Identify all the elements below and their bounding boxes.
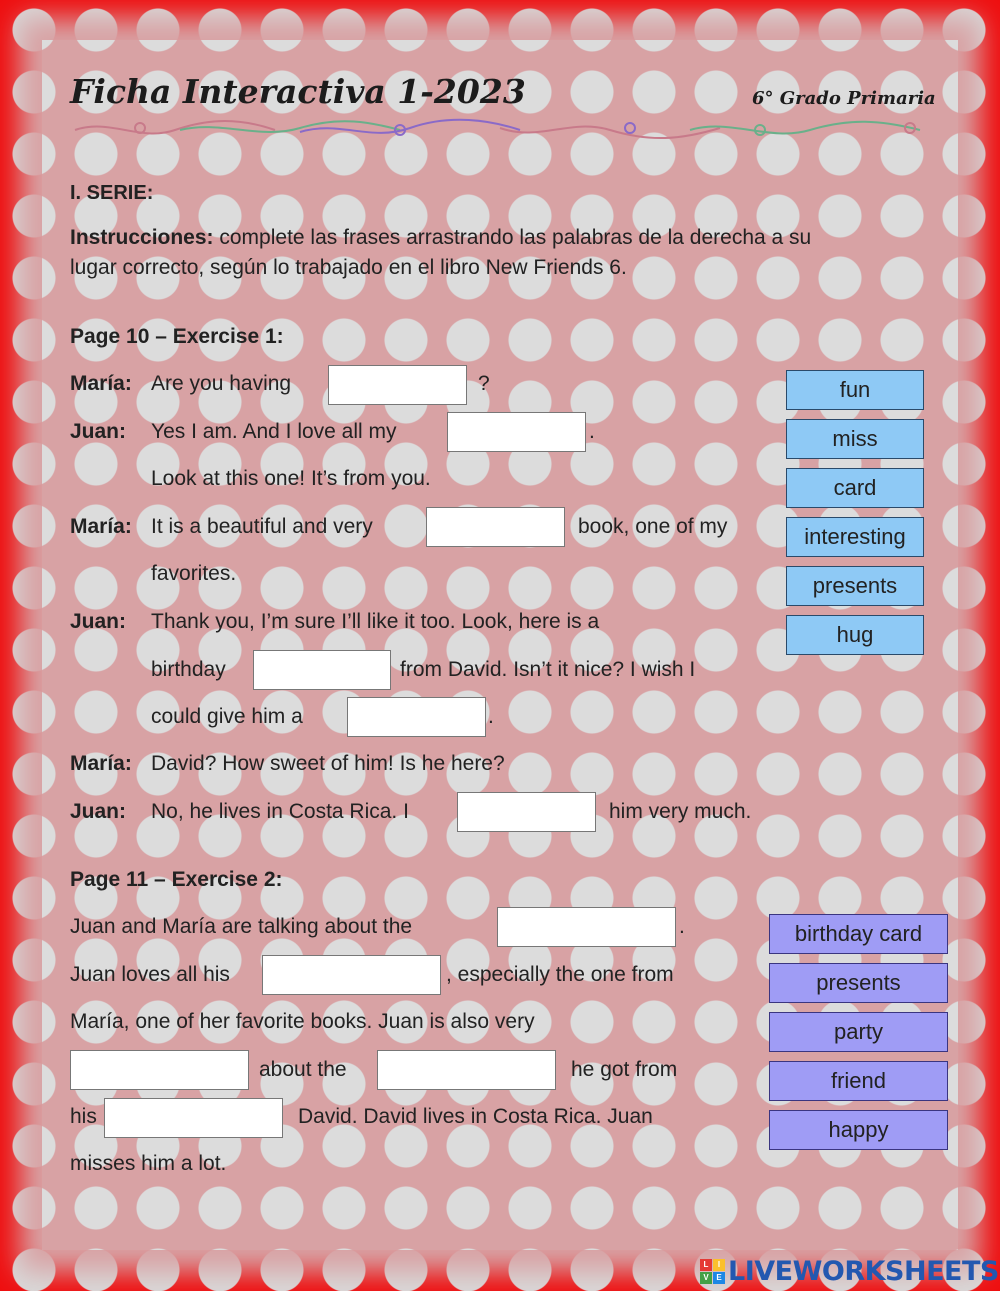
answer-blank[interactable] (377, 1050, 556, 1090)
answer-blank[interactable] (70, 1050, 249, 1090)
dialogue-text: favorites. (151, 562, 237, 585)
paragraph-text: , especially the one from (446, 963, 674, 986)
logo-text: LIVEWORKSHEETS (728, 1255, 999, 1287)
word-chip-presents[interactable]: presents (786, 566, 924, 606)
speaker-label: María: (70, 515, 132, 538)
speaker-label: Juan: (70, 420, 127, 443)
logo-letter: V (700, 1272, 712, 1284)
paragraph-text: Juan loves all his (70, 963, 230, 986)
answer-blank[interactable] (457, 792, 596, 832)
decorative-flourish (70, 116, 925, 144)
dialogue-text: could give him a (151, 705, 303, 728)
speaker-label: Juan: (70, 610, 127, 633)
instructions-line-1 (70, 226, 811, 250)
instructions-text-1: complete las frases arrastrando las palabras de la derecha a su (213, 226, 812, 249)
dialogue-text: Thank you, I’m sure I’ll like it too. Look, here is a (151, 610, 600, 633)
speaker-label: María: (70, 372, 132, 395)
answer-blank[interactable] (497, 907, 676, 947)
instructions-label: Instrucciones: (70, 226, 214, 249)
paragraph-text: María, one of her favorite books. Juan is also very (70, 1010, 535, 1033)
word-chip-card[interactable]: card (786, 468, 924, 508)
logo-letter: E (713, 1272, 725, 1284)
dialogue-text: Look at this one! It’s from you. (151, 467, 431, 490)
dialogue-text: It is a beautiful and very (151, 515, 373, 538)
paragraph-text: about the (259, 1058, 347, 1081)
word-chip-friend[interactable]: friend (769, 1061, 948, 1101)
word-chip-hug[interactable]: hug (786, 615, 924, 655)
paragraph-text: he got from (571, 1058, 678, 1081)
dialogue-text: book, one of my (578, 515, 728, 538)
word-chip-party[interactable]: party (769, 1012, 948, 1052)
dialogue-text: ? (478, 372, 490, 395)
logo-squares-icon (700, 1259, 725, 1284)
dialogue-text: him very much. (609, 800, 752, 823)
dialogue-text: Are you having (151, 372, 292, 395)
answer-blank[interactable] (253, 650, 391, 690)
word-chip-presents[interactable]: presents (769, 963, 948, 1003)
dialogue-text: No, he lives in Costa Rica. I (151, 800, 409, 823)
speaker-label: María: (70, 752, 132, 775)
instructions-line-2: lugar correcto, según lo trabajado en el libro New Friends 6. (70, 256, 627, 279)
logo-letter: I (713, 1259, 725, 1271)
answer-blank[interactable] (262, 955, 441, 995)
grade-label: 6° Grado Primaria (752, 88, 936, 109)
dialogue-text: . (589, 420, 595, 443)
dialogue-text: David? How sweet of him! Is he here? (151, 752, 505, 775)
dialogue-text: from David. Isn’t it nice? I wish I (400, 658, 696, 681)
paragraph-text: misses him a lot. (70, 1152, 227, 1175)
answer-blank[interactable] (328, 365, 467, 405)
answer-blank[interactable] (426, 507, 565, 547)
dialogue-text: birthday (151, 658, 226, 681)
dialogue-text: . (488, 705, 494, 728)
dialogue-text: Yes I am. And I love all my (151, 420, 397, 443)
word-chip-interesting[interactable]: interesting (786, 517, 924, 557)
answer-blank[interactable] (347, 697, 486, 737)
paragraph-text: David. David lives in Costa Rica. Juan (298, 1105, 653, 1128)
word-chip-birthday-card[interactable]: birthday card (769, 914, 948, 954)
word-chip-fun[interactable]: fun (786, 370, 924, 410)
paragraph-text: his (70, 1105, 97, 1128)
section-heading: I. SERIE: (70, 182, 154, 204)
speaker-label: Juan: (70, 800, 127, 823)
paragraph-text: Juan and María are talking about the (70, 915, 413, 938)
word-chip-happy[interactable]: happy (769, 1110, 948, 1150)
logo-letter: L (700, 1259, 712, 1271)
liveworksheets-logo (700, 1256, 999, 1286)
exercise2-heading: Page 11 – Exercise 2: (70, 868, 283, 891)
paragraph-text: . (679, 915, 685, 938)
answer-blank[interactable] (447, 412, 586, 452)
page-title: Ficha Interactiva 1-2023 (70, 72, 526, 111)
answer-blank[interactable] (104, 1098, 283, 1138)
exercise1-heading: Page 10 – Exercise 1: (70, 325, 284, 348)
word-chip-miss[interactable]: miss (786, 419, 924, 459)
